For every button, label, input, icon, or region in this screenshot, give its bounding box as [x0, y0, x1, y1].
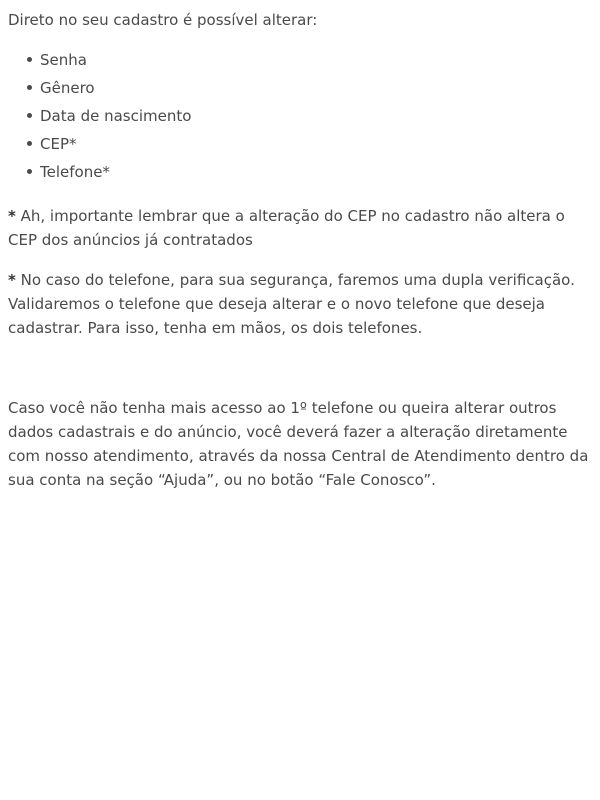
list-item-label: Senha: [40, 51, 87, 69]
list-item-label: Telefone*: [40, 163, 110, 181]
asterisk-marker: *: [8, 271, 16, 289]
list-item-genero: [40, 76, 592, 104]
note-cep: [8, 204, 592, 252]
bullet-icon: [27, 113, 32, 118]
bullet-icon: [27, 141, 32, 146]
list-item-label: Gênero: [40, 79, 95, 97]
bullet-icon: [27, 169, 32, 174]
list-item-telefone: [40, 160, 592, 188]
closing-text: Caso você não tenha mais acesso ao 1º telefone ou queira alterar outros dados cadastrais e do anúncio, você deverá fazer a alteração diretamente com nosso atendimento, através da nossa Central de Atendimento dentro da sua conta na seção “Ajuda”, ou no botão “Fale Conosco”.: [8, 399, 589, 489]
list-item-label: Data de nascimento: [40, 107, 192, 125]
list-item-senha: [40, 48, 592, 76]
note-cep-text: Ah, importante lembrar que a alteração do CEP no cadastro não altera o CEP dos anúncios já contratados: [8, 207, 565, 249]
spacer: [8, 356, 592, 396]
intro-text: Direto no seu cadastro é possível alterar:: [8, 11, 318, 29]
bullet-icon: [27, 57, 32, 62]
list-item-data-nascimento: [40, 104, 592, 132]
bullet-icon: [27, 85, 32, 90]
editable-fields-list: [8, 48, 592, 188]
asterisk-marker: *: [8, 207, 16, 225]
note-phone: [8, 268, 592, 340]
list-item-label: CEP*: [40, 135, 77, 153]
note-phone-text: No caso do telefone, para sua segurança, faremos uma dupla verificação. Validaremos o telefone que deseja alterar e o novo telefone que deseja cadastrar. Para isso, tenha em mãos, os dois telefones.: [8, 271, 575, 337]
list-item-cep: [40, 132, 592, 160]
